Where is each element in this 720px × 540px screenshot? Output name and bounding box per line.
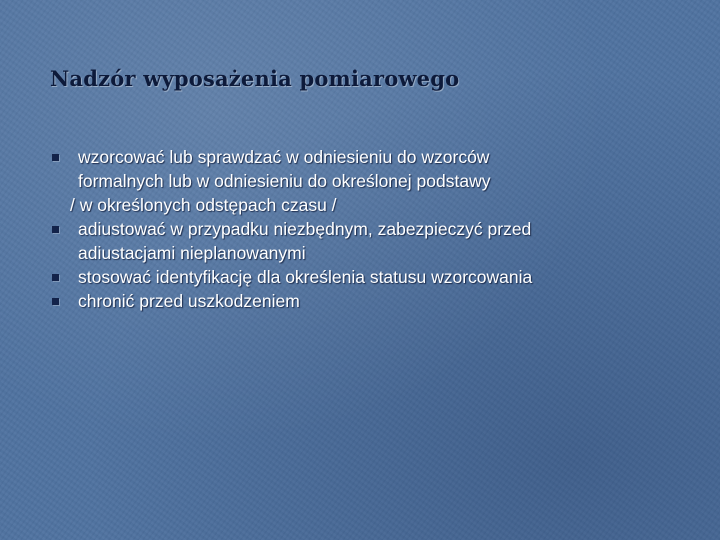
slide-title: Nadzór wyposażenia pomiarowego xyxy=(50,66,460,91)
square-bullet-icon xyxy=(52,298,59,305)
bullet-item-adjust xyxy=(50,217,680,265)
bullet-text-line: chronić przed uszkodzeniem xyxy=(78,291,300,311)
bullet-text-line: stosować identyfikację dla określenia statusu wzorcowania xyxy=(78,267,533,287)
bullet-item-identify xyxy=(50,265,680,289)
bullet-text-line: / w określonych odstępach czasu / xyxy=(70,195,337,215)
bullet-text-line: adiustować w przypadku niezbędnym, zabezpieczyć przed xyxy=(78,219,532,239)
square-bullet-icon xyxy=(52,226,59,233)
square-bullet-icon xyxy=(52,154,59,161)
bullet-text-line: adiustacjami nieplanowanymi xyxy=(78,243,306,263)
bullet-item-calibrate xyxy=(50,145,680,217)
bullet-list xyxy=(50,145,680,313)
bullet-item-protect xyxy=(50,289,680,313)
bullet-text-line: wzorcować lub sprawdzać w odniesieniu do wzorców xyxy=(78,147,490,167)
square-bullet-icon xyxy=(52,274,59,281)
bullet-text-line: formalnych lub w odniesieniu do określonej podstawy xyxy=(78,171,491,191)
